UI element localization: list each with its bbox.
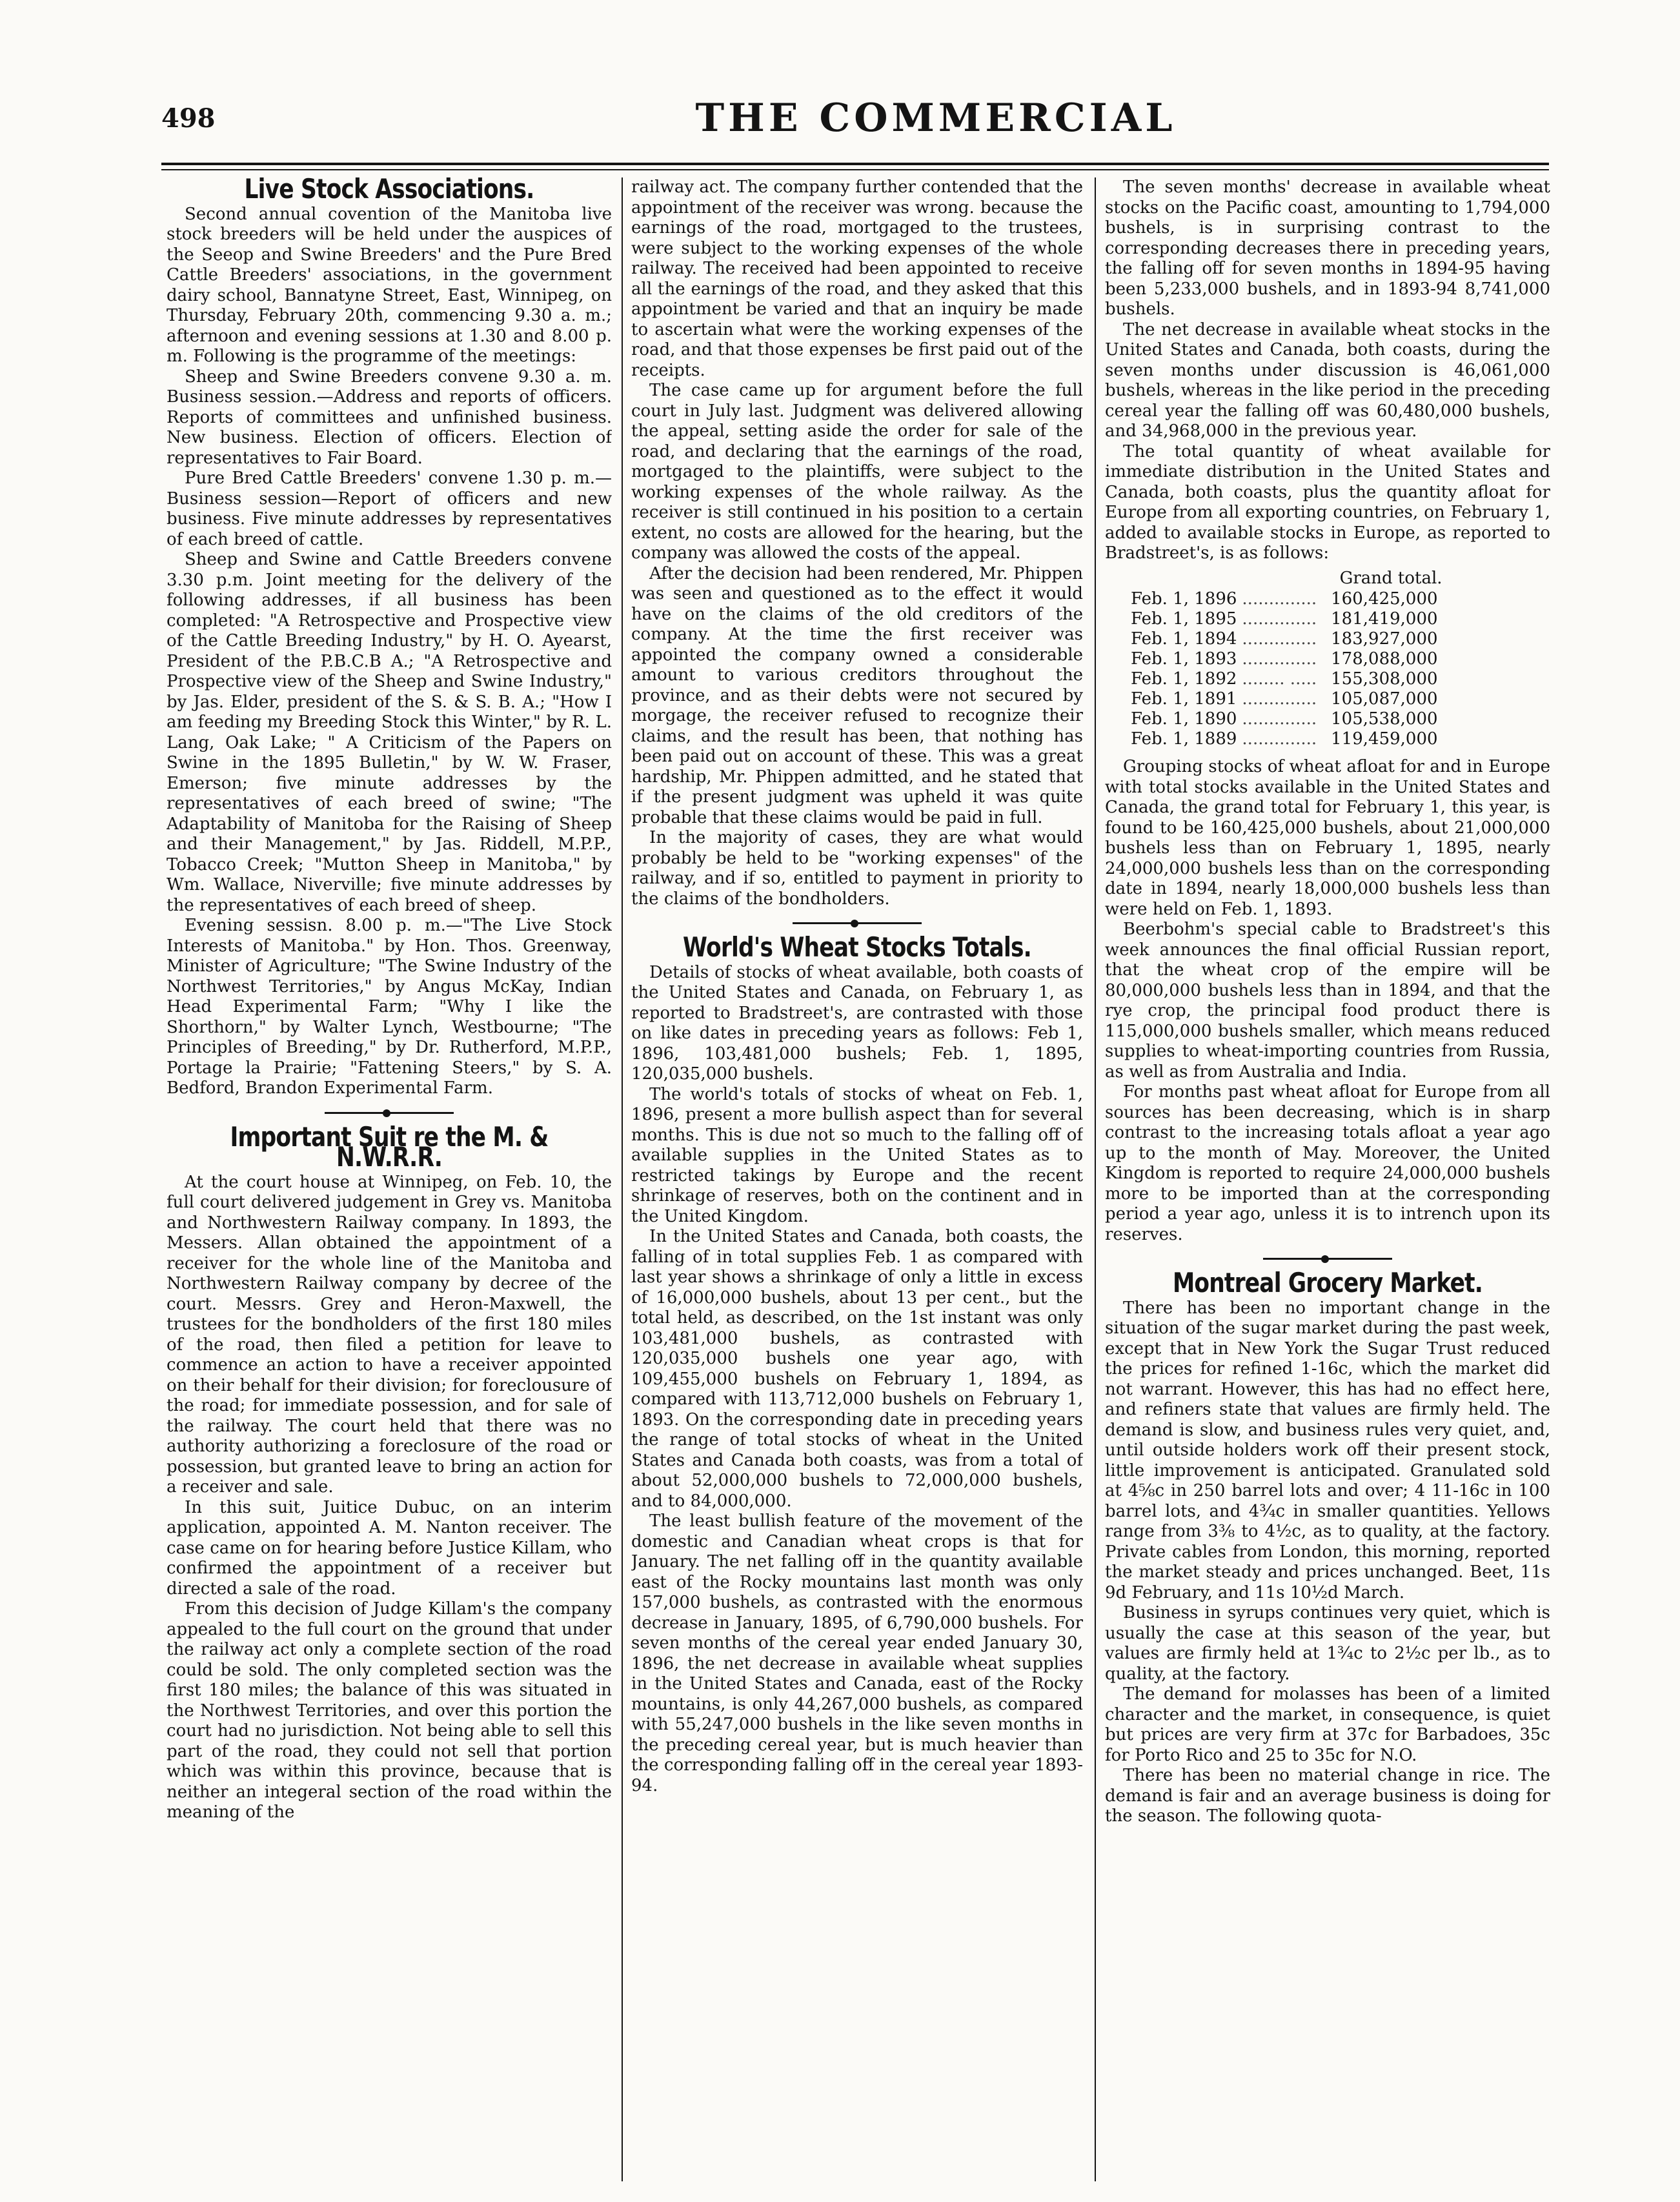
article-suit-continued — [631, 177, 1083, 909]
column-1 — [167, 177, 612, 2178]
paragraph: Second annual covention of the Manitoba live stock breeders will be held under the auspices of the Seeop and Swine Breeders' and the Pure Bred Cattle Breeders' associations, in the government dairy school, Bannatyne Street, East, Winnipeg, on Thursday, February 20th, commencing 9.30 a. m.; afternoon and evening sessions at 1.30 and 8.00 p. m. Following is the programme of the meetings: — [167, 204, 612, 366]
table-cell-date: Feb. 1, 1895 — [1131, 609, 1237, 629]
paragraph: The net decrease in available wheat stocks in the United States and Canada, both coasts, during the seven months under discussion is 46,061,000 bushels, whereas in the like period in the preceding cereal year the falling off was 60,480,000 bushels, and 34,968,000 in the previous year. — [1105, 319, 1550, 441]
article-wheat — [631, 931, 1083, 1796]
column-divider-2 — [1095, 177, 1096, 2181]
article-suit — [167, 1120, 612, 1823]
paragraph: The seven months' decrease in available wheat stocks on the Pacific coast, amounting to 1,794,000 bushels, is in surprising contrast to the corresponding decreases there in preceding years, the falling off for seven months in 1894-95 having been 5,233,000 bushels, and in 1893-94 8,741,000 bushels. — [1105, 177, 1550, 319]
article-wheat-continued — [1105, 177, 1550, 1245]
paragraph: railway act. The company further contended that the appointment of the receiver was wrong. because the earnings of the road, mortgaged to the trustees, were subject to the working expenses of the whole railway. The received had been appointed to receive all the earnings of the road, and they asked that this appointment be varied and that an inquiry be made to ascertain what were the working expenses of the road, and that those expenses be first paid out of the receipts. — [631, 177, 1083, 380]
table-row — [1131, 609, 1443, 629]
article-title: Live Stock Associations. — [244, 177, 534, 205]
table-cell-total: 155,308,000 — [1331, 669, 1438, 689]
paragraph: After the decision had been rendered, Mr. Phippen was seen and questioned as to the effect it would have on the claims of the old creditors of the company. At the time the first receiver was appointed the company owned a considerable amount to various creditors throughout the province, and as their debts were not secured by morgage, the receiver refused to recognize their claims, and the result has been, that nothing has been paid out on account of these. This was a great hardship, Mr. Phippen admitted, and he stated that if the present judgment was upheld it was quite probable that these claims would be paid in full. — [631, 563, 1083, 827]
table-row — [1131, 649, 1443, 669]
table-row — [1131, 669, 1443, 689]
masthead: THE COMMERCIAL — [695, 96, 1177, 141]
table-cell-total: 183,927,000 — [1331, 629, 1438, 649]
article-separator — [325, 1112, 454, 1118]
header-rule-thin — [161, 169, 1549, 170]
table-cell-leader: .............. — [1242, 649, 1317, 669]
table-cell-total: 181,419,000 — [1331, 609, 1438, 629]
table-row — [1131, 689, 1443, 709]
table-cell-total: 119,459,000 — [1331, 729, 1438, 749]
table-header: Grand total. — [1339, 568, 1442, 588]
table-cell-leader: .............. — [1242, 609, 1317, 629]
paragraph: Sheep and Swine and Cattle Breeders convene 3.30 p.m. Joint meeting for the delivery of the following addresses, if all business has been completed: "A Retrospective and Prospective view of the Cattle Breeding Industry," by H. O. Ayearst, President of the P.B.C.B A.; "A Retrospective and Prospective view of the Sheep and Swine Industry," by Jas. Elder, president of the S. & S. B. A.; "How I am feeding my Breeding Stock this Winter," by R. L. Lang, Oak Lake; " A Criticism of the Papers on Swine in the 1895 Bulletin," by W. W. Fraser, Emerson; five minute addresses by the representatives of each breed of swine; "The Adaptability of Manitoba for the Raising of Sheep and their Management," by Jas. Riddell, M.P.P., Tobacco Creek; "Mutton Sheep in Manitoba," by Wm. Wallace, Niverville; five minute addresses by the representatives of each breed of sheep. — [167, 550, 612, 915]
paragraph: Evening sessisn. 8.00 p. m.—"The Live Stock Interests of Manitoba." by Hon. Thos. Greenway, Minister of Agriculture; "The Swine Industry of the Northwest Territories," by Angus McKay, Indian Head Experimental Farm; "Why I like the Shorthorn," by Walter Lynch, Westbourne; "The Principles of Breeding," by Dr. Rutherford, M.P.P., Portage la Prairie; "Fattening Steers," by S. A. Bedford, Brandon Experimental Farm. — [167, 916, 612, 1098]
paragraph: In the majority of cases, they are what would probably be held to be "working expenses" of the railway, and if so, entitled to payment in priority to the claims of the bondholders. — [631, 828, 1083, 909]
paragraph: Details of stocks of wheat available, both coasts of the United States and Canada, on February 1, as reported to Bradstreet's, are contrasted with those on like dates in preceding years as follows: Feb 1, 1896, 103,481,000 bushels; Feb. 1, 1895, 120,035,000 bushels. — [631, 962, 1083, 1084]
article-title: Important Suit re the M. & N.W.R.R. — [230, 1120, 549, 1173]
table-header-row — [1131, 568, 1443, 590]
table-cell-leader: .............. — [1242, 689, 1317, 709]
paragraph: The least bullish feature of the movement of the domestic and Canadian wheat crops is that for January. The net falling off in the quantity available east of the Rocky mountains last month was only 157,000 bushels, as contrasted with the enormous decrease in January, 1895, of 6,790,000 bushels. For seven months of the cereal year ended January 30, 1896, the net decrease in available wheat supplies in the United States and Canada, east of the Rocky mountains, is only 44,267,000 bushels, as compared with 55,247,000 bushels in the like seven months in the preceding cereal year, but is much heavier than the corresponding falling off in the cereal year 1893-94. — [631, 1511, 1083, 1795]
article-grocery — [1105, 1267, 1550, 1827]
table-cell-leader: ........ ..... — [1242, 669, 1317, 689]
table-cell-date: Feb. 1, 1893 — [1131, 649, 1237, 669]
paragraph: In the United States and Canada, both coasts, the falling of in total supplies Feb. 1 as compared with last year shows a shrinkage of only a little in excess of 16,000,000 bushels, about 13 per cent., but the total held, as described, on the 1st instant was only 103,481,000 bushels, as contrasted with 120,035,000 bushels one year ago, with 109,455,000 bushels on February 1, 1894, as compared with 113,712,000 bushels on February 1, 1893. On the corresponding date in preceding years the range of total stocks of wheat in the United States and Canada both coasts, was from a total of about 52,000,000 bushels to 72,000,000 bushels, and to 84,000,000. — [631, 1227, 1083, 1511]
page-number: 498 — [161, 103, 216, 134]
wheat-totals-table — [1131, 568, 1443, 750]
column-divider-1 — [622, 177, 623, 2181]
article-title: World's Wheat Stocks Totals. — [683, 931, 1031, 963]
table-cell-leader: .............. — [1242, 589, 1317, 609]
table-cell-leader: .............. — [1242, 709, 1317, 729]
paragraph: At the court house at Winnipeg, on Feb. 10, the full court delivered judgement in Grey vs. Manitoba and Northwestern Railway company. In 1893, the Messers. Allan obtained the appointment of a receiver for the whole line of the Manitoba and Northwestern Railway company by decree of the court. Messrs. Grey and Heron-Maxwell, the trustees for the bondholders of the first 180 miles of the road, then filed a petition for leave to commence an action to have a receiver appointed on their behalf for their division; for foreclousure of the road; for immediate possession, and for sale of the railway. The court held that there was no authority authorizing a foreclosure of the road or possession, but granted leave to bring an action for a receiver and sale. — [167, 1172, 612, 1497]
paragraph: The total quantity of wheat available for immediate distribution in the United States and Canada, both coasts, plus the quantity afloat for Europe from all exporting countries, on February 1, added to available stocks in Europe, as reported to Bradstreet's, is as follows: — [1105, 441, 1550, 563]
article-livestock — [167, 179, 612, 1099]
paragraph: The demand for molasses has been of a limited character and the market, in consequence, is quiet but prices are very firm at 37c for Barbadoes, 35c for Porto Rico and 25 to 35c for N.O. — [1105, 1684, 1550, 1765]
article-title: Montreal Grocery Market. — [1172, 1267, 1483, 1298]
table-cell-date: Feb. 1, 1896 — [1131, 589, 1237, 609]
table-cell-date: Feb. 1, 1894 — [1131, 629, 1237, 649]
table-cell-total: 160,425,000 — [1331, 589, 1438, 609]
header-rule-thick — [161, 163, 1549, 165]
table-row — [1131, 629, 1443, 649]
article-separator — [793, 922, 922, 928]
table-cell-leader: .............. — [1242, 629, 1317, 649]
paragraph: There has been no important change in the situation of the sugar market during the past week, except that in New York the Sugar Trust reduced the prices for refined 1-16c, which the market did not warrant. However, this has had no effect here, and refiners state that values are firmly held. The demand is slow, and business rules very quiet, and, until outside holders work off their present stock, little improvement is anticipated. Granulated sold at 4⅝c in 250 barrel lots and over; 4 11-16c in 100 barrel lots, and 4¾c in smaller quantities. Yellows range from 3⅜ to 4½c, as to quality, at the factory. Private cables from London, this morning, reported the market steady and prices unchanged. Beet, 11s 9d February, and 11s 10½d March. — [1105, 1298, 1550, 1602]
paragraph: Grouping stocks of wheat afloat for and in Europe with total stocks available in the United States and Canada, the grand total for February 1, this year, is found to be 160,425,000 bushels, about 21,000,000 bushels less than on February 1, 1895, nearly 24,000,000 bushels less than on the corresponding date in 1894, nearly 18,000,000 bushels less than were held on Feb. 1, 1893. — [1105, 757, 1550, 919]
paragraph: The world's totals of stocks of wheat on Feb. 1, 1896, present a more bullish aspect than for several months. This is due not so much to the falling off of available supplies in the United States as to restricted takings by Europe and the recent shrinkage of reserves, both on the continent and in the United Kingdom. — [631, 1084, 1083, 1226]
column-3 — [1105, 177, 1550, 2178]
paragraph: There has been no material change in rice. The demand is fair and an average business is doing for the season. The following quota- — [1105, 1766, 1550, 1826]
table-cell-date: Feb. 1, 1892 — [1131, 669, 1237, 689]
table-row — [1131, 589, 1443, 609]
table-cell-leader: .............. — [1242, 729, 1317, 749]
article-separator — [1263, 1258, 1392, 1264]
table-cell-total: 105,087,000 — [1331, 689, 1438, 709]
table-row — [1131, 729, 1443, 749]
paragraph: For months past wheat afloat for Europe from all sources has been decreasing, which is in sharp contrast to the increasing totals afloat a year ago up to the month of May. Moreover, the United Kingdom is reported to require 24,000,000 bushels more to be imported than at the corresponding period a year ago, unless it is to intrench upon its reserves. — [1105, 1082, 1550, 1244]
table-row — [1131, 709, 1443, 729]
column-2 — [631, 177, 1083, 2178]
table-cell-date: Feb. 1, 1890 — [1131, 709, 1237, 729]
paragraph: Sheep and Swine Breeders convene 9.30 a. m. Business session.—Address and reports of officers. Reports of committees and unfinished business. New business. Election of officers. Election of representatives to Fair Board. — [167, 367, 612, 468]
paragraph: Beerbohm's special cable to Bradstreet's this week announces the final official Russian report, that the wheat crop of the empire will be 80,000,000 bushels less than in 1894, and that the rye crop, the principal food product there is 115,000,000 bushels smaller, which means reduced supplies to wheat-importing countries from Russia, as well as from Australia and India. — [1105, 920, 1550, 1082]
paragraph: The case came up for argument before the full court in July last. Judgment was delivered allowing the appeal, setting aside the order for sale of the road, and declaring that the earnings of the road, mortgaged to the plaintiffs, were subject to the working expenses of the whole railway. As the receiver is still continued in his position to a certain extent, no costs are allowed for the hearing, but the company was allowed the costs of the appeal. — [631, 381, 1083, 563]
table-cell-date: Feb. 1, 1889 — [1131, 729, 1237, 749]
table-cell-total: 178,088,000 — [1331, 649, 1438, 669]
table-cell-date: Feb. 1, 1891 — [1131, 689, 1237, 709]
paragraph: Business in syrups continues very quiet, which is usually the case at this season of the year, but values are firmly held at 1¾c to 2½c per lb., as to quality, at the factory. — [1105, 1603, 1550, 1684]
paragraph: In this suit, Juitice Dubuc, on an interim application, appointed A. M. Nanton receiver. The case came on for hearing before Justice Killam, who confirmed the appointment of a receiver but directed a sale of the road. — [167, 1497, 612, 1599]
paragraph: From this decision of Judge Killam's the company appealed to the full court on the ground that under the railway act only a complete section of the road could be sold. The only completed section was the first 180 miles; the balance of this was situated in the Northwest Territories, and over this portion the court had no jurisdiction. Not being able to sell this part of the road, they could not sell that portion which was within this province, because that is neither an integeral section of the road within the meaning of the — [167, 1599, 612, 1822]
table-cell-total: 105,538,000 — [1331, 709, 1438, 729]
paragraph: Pure Bred Cattle Breeders' convene 1.30 p. m.—Business session—Report of officers and new business. Five minute addresses by representatives of each breed of cattle. — [167, 469, 612, 549]
